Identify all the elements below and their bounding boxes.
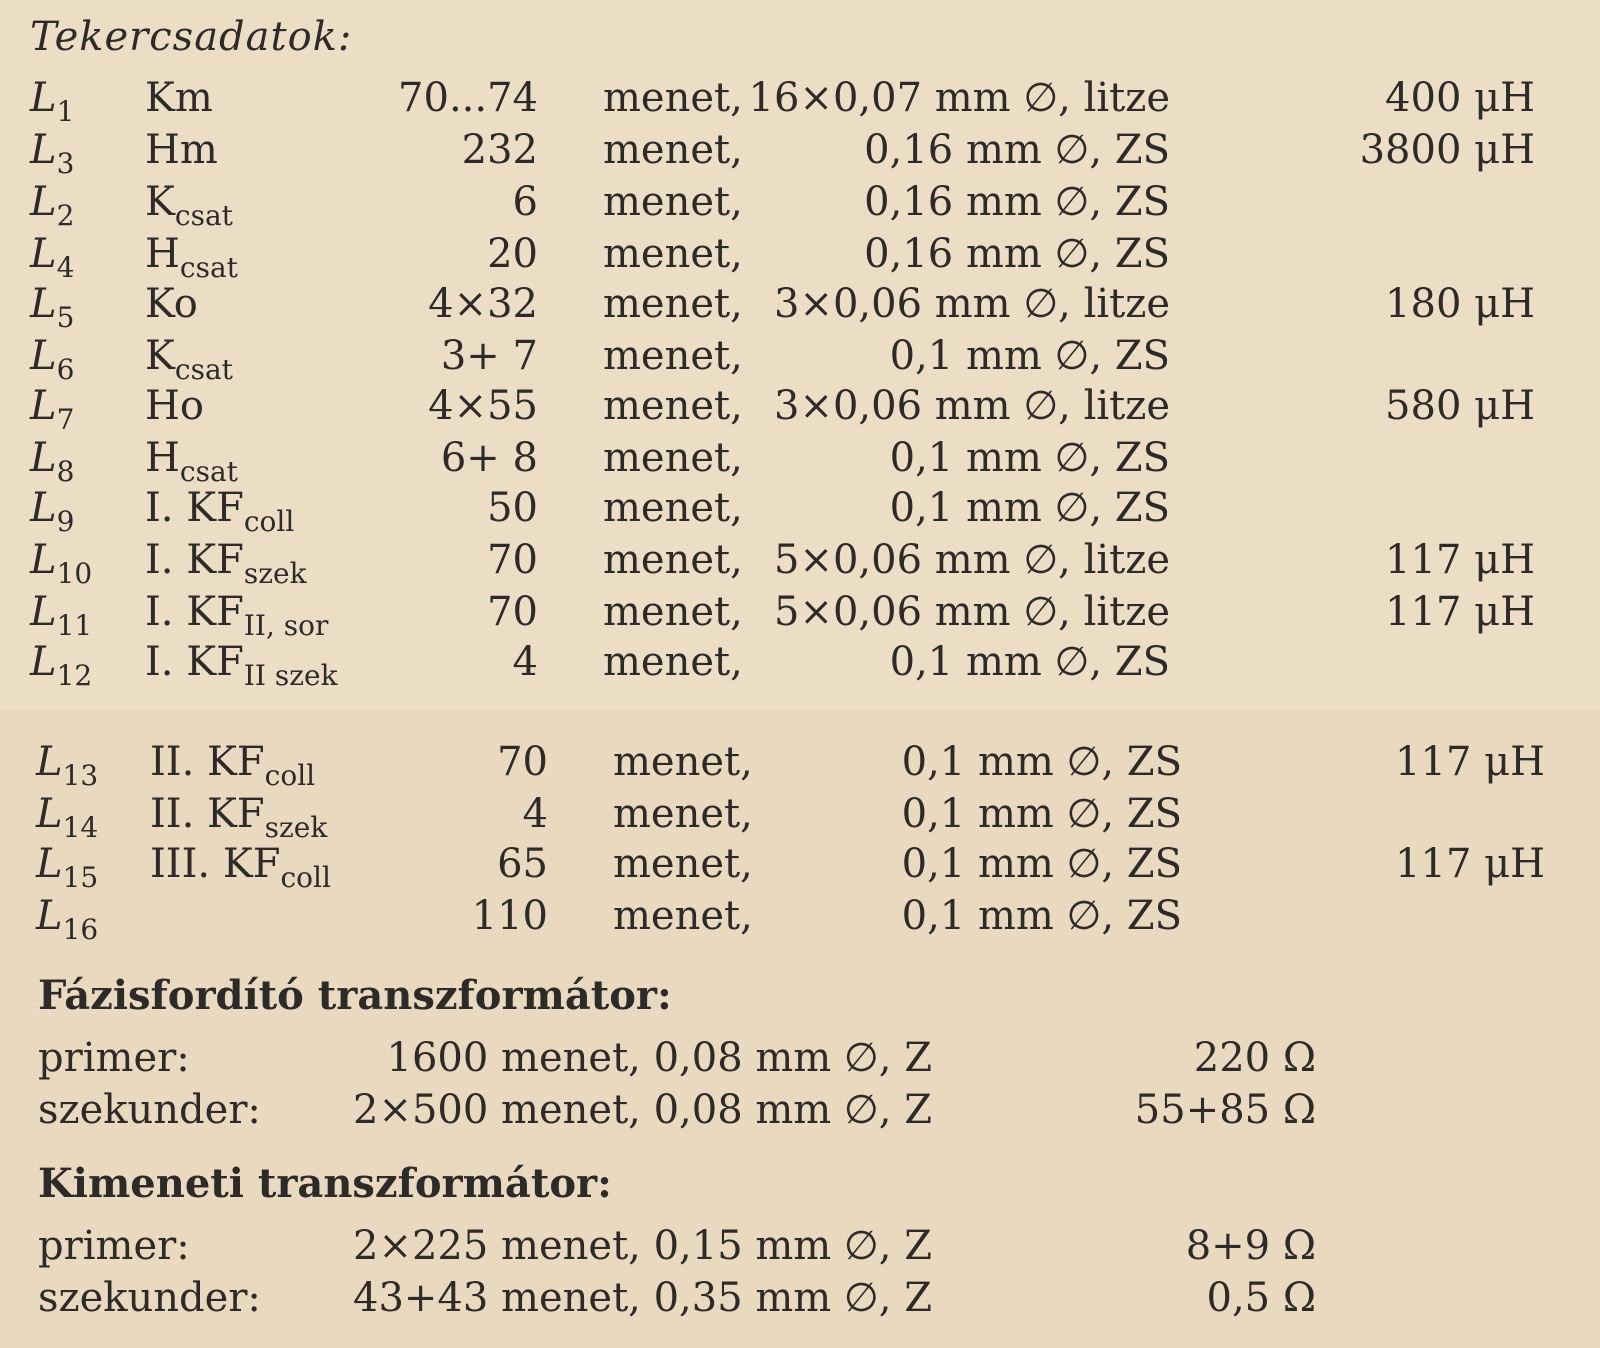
coil-function-name: I. KF — [145, 639, 244, 685]
coil-wire — [902, 736, 1182, 788]
coil-turns-word-text: menet, — [613, 893, 753, 939]
coil-function-name: I. KF — [145, 589, 244, 635]
coil-designator — [30, 636, 92, 702]
coil-row — [0, 72, 1600, 128]
coil-turns-word-text: menet, — [603, 383, 743, 429]
coil-letter: L — [30, 231, 57, 277]
coil-turns — [523, 788, 548, 840]
coil-turns-word — [613, 890, 753, 942]
coil-index: 11 — [56, 609, 93, 642]
coil-row — [0, 482, 1600, 538]
winding-spec: 2×500 menet, 0,08 mm ∅, Z — [353, 1087, 932, 1133]
coil-turns — [487, 228, 538, 280]
winding-spec: 2×225 menet, 0,15 mm ∅, Z — [353, 1223, 932, 1269]
coil-wire-spec: 0,16 mm ∅, ZS — [864, 231, 1170, 277]
coil-function-sub: csat — [174, 353, 233, 386]
coil-wire — [774, 534, 1170, 586]
coil-letter: L — [36, 841, 63, 887]
coil-turns-value: 110 — [471, 893, 548, 939]
coil-index: 5 — [56, 301, 75, 334]
coil-function-sub: coll — [264, 759, 316, 792]
coil-wire-spec: 0,1 mm ∅, ZS — [901, 791, 1182, 837]
coil-inductance — [1385, 278, 1535, 330]
coil-turns-word — [603, 534, 743, 586]
coil-turns-word — [603, 432, 743, 484]
coil-index: 3 — [56, 147, 75, 180]
coil-turns-word-text: menet, — [603, 639, 743, 685]
coil-turns-value: 3+ 7 — [440, 333, 538, 379]
coil-wire-spec: 16×0,07 mm ∅, litze — [748, 75, 1170, 121]
coil-turns-value: 70 — [497, 739, 548, 785]
coil-wire — [774, 586, 1170, 638]
coil-index: 16 — [62, 913, 99, 946]
coil-turns-word-text: menet, — [603, 435, 743, 481]
winding-spec: 43+43 menet, 0,35 mm ∅, Z — [353, 1275, 932, 1321]
coil-wire-spec: 0,1 mm ∅, ZS — [889, 435, 1170, 481]
coil-inductance — [1385, 586, 1535, 638]
coil-index: 8 — [56, 455, 75, 488]
coil-wire-spec: 3×0,06 mm ∅, litze — [774, 383, 1170, 429]
coil-turns — [513, 636, 538, 688]
coil-turns — [428, 380, 538, 432]
coil-wire — [864, 124, 1170, 176]
coil-turns — [462, 124, 538, 176]
coil-turns — [513, 176, 538, 228]
coil-wire-spec: 0,1 mm ∅, ZS — [889, 333, 1170, 379]
output-transformer-row — [0, 1220, 1600, 1272]
coil-row — [0, 534, 1600, 590]
coil-letter: L — [30, 485, 57, 531]
coil-function-sub: szek — [264, 811, 328, 844]
coil-inductance — [1385, 534, 1535, 586]
coil-turns-word-text: menet, — [603, 179, 743, 225]
coil-function-name: III. KF — [150, 841, 281, 887]
coil-letter: L — [30, 639, 57, 685]
coil-designator — [36, 890, 98, 956]
coil-wire-spec: 5×0,06 mm ∅, litze — [774, 589, 1170, 635]
coil-row — [0, 788, 1600, 844]
coil-turns — [441, 330, 538, 382]
winding-resistance: 220 Ω — [1193, 1035, 1316, 1081]
coil-turns-word-text: menet, — [603, 75, 743, 121]
coil-wire-spec: 0,1 mm ∅, ZS — [901, 841, 1182, 887]
coil-letter: L — [30, 589, 57, 635]
coil-row — [0, 176, 1600, 232]
coil-index: 12 — [56, 659, 93, 692]
coil-inductance-value: 3800 μH — [1359, 127, 1535, 173]
coil-wire-spec: 0,1 mm ∅, ZS — [889, 639, 1170, 685]
winding-resistance: 55+85 Ω — [1134, 1087, 1316, 1133]
coil-wire-spec: 5×0,06 mm ∅, litze — [774, 537, 1170, 583]
coil-row — [0, 278, 1600, 334]
coil-row — [0, 124, 1600, 180]
coil-wire-spec: 0,16 mm ∅, ZS — [864, 179, 1170, 225]
coil-turns-word — [613, 838, 753, 890]
winding-label: szekunder: — [38, 1275, 261, 1321]
coil-turns — [487, 482, 538, 534]
coil-index: 1 — [56, 95, 75, 128]
winding-label: primer: — [38, 1035, 190, 1081]
coil-turns-word — [603, 380, 743, 432]
coil-index: 10 — [56, 557, 93, 590]
coil-turns-value: 4×32 — [428, 281, 538, 327]
coil-wire — [902, 788, 1182, 840]
coil-function-name: II. KF — [150, 739, 265, 785]
coil-letter: L — [30, 179, 57, 225]
coil-wire — [890, 636, 1170, 688]
coil-function-name: I. KF — [145, 537, 244, 583]
coil-row — [0, 838, 1600, 894]
coil-turns-value: 4 — [522, 791, 548, 837]
coil-inductance — [1385, 380, 1535, 432]
coil-turns-word-text: menet, — [613, 841, 753, 887]
coil-function-name: H — [145, 231, 180, 277]
coil-function — [145, 636, 338, 702]
coil-wire — [864, 176, 1170, 228]
coil-function-name: K — [145, 179, 175, 225]
coil-turns-value: 4 — [512, 639, 538, 685]
coil-inductance-value: 117 μH — [1395, 739, 1545, 785]
coil-function-sub: II szek — [243, 659, 338, 692]
coil-index: 6 — [56, 353, 75, 386]
coil-turns-word-text: menet, — [603, 281, 743, 327]
coil-turns-value: 6 — [512, 179, 538, 225]
coil-wire — [749, 72, 1170, 124]
coil-function-name: Hm — [145, 127, 218, 173]
coil-wire-spec: 0,1 mm ∅, ZS — [901, 893, 1182, 939]
coil-inductance-value: 117 μH — [1385, 589, 1535, 635]
coil-inductance-value: 180 μH — [1385, 281, 1535, 327]
coil-turns-word-text: menet, — [603, 537, 743, 583]
coil-letter: L — [36, 893, 63, 939]
coil-letter: L — [30, 435, 57, 481]
coil-function-sub: coll — [243, 505, 295, 538]
coil-data-heading: Tekercsadatok: — [30, 14, 353, 60]
coil-turns-value: 6+ 8 — [440, 435, 538, 481]
coil-letter: L — [36, 791, 63, 837]
phase-transformer-title: Fázisfordító transzformátor: — [38, 972, 672, 1019]
coil-wire — [864, 228, 1170, 280]
coil-wire — [890, 432, 1170, 484]
phase-transformer-row — [0, 1084, 1600, 1136]
coil-letter: L — [30, 333, 57, 379]
coil-inductance — [1385, 72, 1535, 124]
coil-function-name: H — [145, 435, 180, 481]
coil-index: 13 — [62, 759, 99, 792]
coil-row — [0, 380, 1600, 436]
coil-index: 9 — [56, 505, 75, 538]
coil-turns-word — [603, 482, 743, 534]
coil-turns-value: 70 — [487, 537, 538, 583]
coil-turns — [441, 432, 538, 484]
coil-inductance — [1395, 838, 1545, 890]
coil-letter: L — [30, 281, 57, 327]
coil-function-name: Ho — [145, 383, 204, 429]
coil-letter: L — [30, 537, 57, 583]
coil-turns-word — [603, 278, 743, 330]
coil-inductance — [1395, 736, 1545, 788]
coil-turns-word-text: menet, — [603, 231, 743, 277]
coil-wire-spec: 0,16 mm ∅, ZS — [864, 127, 1170, 173]
coil-wire-spec: 0,1 mm ∅, ZS — [889, 485, 1170, 531]
coil-turns-word — [603, 330, 743, 382]
coil-turns — [487, 586, 538, 638]
coil-row — [0, 736, 1600, 792]
coil-inductance-value: 117 μH — [1385, 537, 1535, 583]
coil-turns-word-text: menet, — [613, 791, 753, 837]
coil-wire — [774, 380, 1170, 432]
coil-wire-spec: 3×0,06 mm ∅, litze — [774, 281, 1170, 327]
coil-function-sub: csat — [174, 199, 233, 232]
coil-function-name: Km — [145, 75, 213, 121]
coil-turns-word-text: menet, — [613, 739, 753, 785]
coil-inductance-value: 400 μH — [1385, 75, 1535, 121]
coil-row — [0, 586, 1600, 642]
coil-letter: L — [30, 75, 57, 121]
coil-turns — [472, 890, 548, 942]
coil-wire — [902, 838, 1182, 890]
coil-turns-value: 50 — [487, 485, 538, 531]
coil-index: 4 — [56, 251, 75, 284]
winding-resistance: 8+9 Ω — [1185, 1223, 1316, 1269]
coil-turns-value: 70 — [487, 589, 538, 635]
coil-turns — [428, 278, 538, 330]
coil-turns-word — [603, 586, 743, 638]
output-transformer-title: Kimeneti transzformátor: — [38, 1160, 612, 1207]
coil-wire — [890, 330, 1170, 382]
coil-function-sub: csat — [179, 455, 238, 488]
output-transformer-row — [0, 1272, 1600, 1324]
coil-turns-word — [613, 736, 753, 788]
coil-index: 2 — [56, 199, 75, 232]
coil-letter: L — [30, 383, 57, 429]
coil-turns — [497, 838, 548, 890]
coil-row — [0, 890, 1600, 946]
coil-turns-word — [603, 228, 743, 280]
coil-turns-value: 65 — [497, 841, 548, 887]
coil-inductance-value: 117 μH — [1395, 841, 1545, 887]
coil-index: 7 — [56, 403, 75, 436]
coil-function-name: I. KF — [145, 485, 244, 531]
coil-function-sub: csat — [179, 251, 238, 284]
coil-row — [0, 228, 1600, 284]
winding-label: szekunder: — [38, 1087, 261, 1133]
phase-transformer-row — [0, 1032, 1600, 1084]
coil-turns — [497, 736, 548, 788]
coil-inductance — [1360, 124, 1535, 176]
coil-wire — [774, 278, 1170, 330]
coil-row — [0, 432, 1600, 488]
coil-turns-value: 4×55 — [428, 383, 538, 429]
winding-resistance: 0,5 Ω — [1206, 1275, 1316, 1321]
coil-wire-spec: 0,1 mm ∅, ZS — [901, 739, 1182, 785]
coil-turns-word-text: menet, — [603, 485, 743, 531]
coil-row — [0, 330, 1600, 386]
coil-letter: L — [30, 127, 57, 173]
coil-index: 15 — [62, 861, 99, 894]
coil-turns-value: 20 — [487, 231, 538, 277]
coil-function-name: II. KF — [150, 791, 265, 837]
coil-turns-word-text: menet, — [603, 333, 743, 379]
coil-turns — [487, 534, 538, 586]
coil-index: 14 — [62, 811, 99, 844]
coil-turns — [398, 72, 538, 124]
coil-function-sub: coll — [280, 861, 331, 894]
coil-function-name: Ko — [145, 281, 198, 327]
coil-turns-word — [603, 124, 743, 176]
coil-function-sub: II, sor — [243, 609, 329, 642]
coil-function-name: K — [145, 333, 175, 379]
coil-turns-word — [603, 72, 743, 124]
winding-label: primer: — [38, 1223, 190, 1269]
coil-turns-word — [603, 636, 743, 688]
coil-turns-word-text: menet, — [603, 127, 743, 173]
coil-inductance-value: 580 μH — [1385, 383, 1535, 429]
winding-spec: 1600 menet, 0,08 mm ∅, Z — [386, 1035, 932, 1081]
coil-turns-value: 232 — [461, 127, 538, 173]
coil-turns-value: 70...74 — [398, 75, 538, 121]
coil-turns-word — [613, 788, 753, 840]
coil-function-sub: szek — [243, 557, 307, 590]
coil-wire — [890, 482, 1170, 534]
coil-turns-word-text: menet, — [603, 589, 743, 635]
coil-letter: L — [36, 739, 63, 785]
coil-turns-word — [603, 176, 743, 228]
coil-row — [0, 636, 1600, 692]
coil-wire — [902, 890, 1182, 942]
